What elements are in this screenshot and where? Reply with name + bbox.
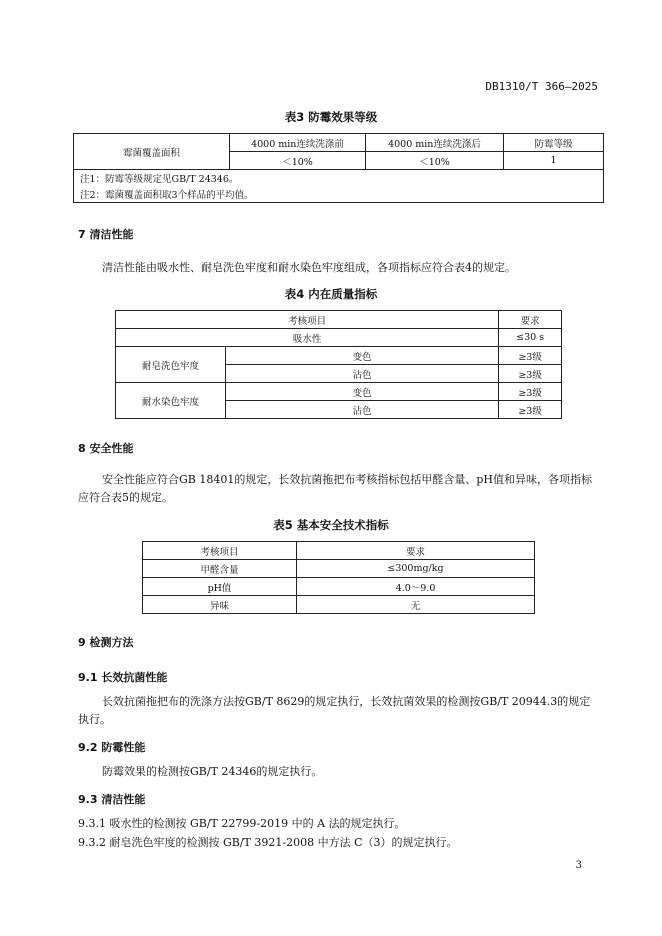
document-number: DB1310/T 366—2025 bbox=[485, 80, 598, 93]
table4-cell: 吸水性 bbox=[116, 329, 499, 347]
table4-cell: 沾色 bbox=[226, 401, 499, 419]
table3-header-cell: 防霉等级 bbox=[504, 134, 604, 152]
section-9-heading: 9 检测方法 bbox=[78, 636, 134, 649]
section-8-heading: 8 安全性能 bbox=[78, 442, 134, 455]
table5-cell: ≤300mg/kg bbox=[297, 560, 535, 578]
table4 bbox=[115, 310, 562, 419]
table5-header-cell: 要求 bbox=[297, 542, 535, 560]
page-number: 3 bbox=[575, 860, 582, 871]
table4-header-cell: 考核项目 bbox=[116, 311, 499, 329]
table3-cell: ＜10% bbox=[230, 152, 366, 170]
table3-cell: 1 bbox=[504, 152, 604, 170]
table4-group-label: 耐水染色牢度 bbox=[116, 383, 226, 419]
table4-caption: 表4 内在质量指标 bbox=[284, 287, 378, 301]
section-9-1-heading: 9.1 长效抗菌性能 bbox=[78, 671, 168, 684]
section-7-heading: 7 清洁性能 bbox=[78, 228, 134, 241]
table3-note: 注1：防霉等级规定见GB/T 24346。 bbox=[74, 170, 604, 187]
section-8-text-line2: 应符合表5的规定。 bbox=[78, 491, 173, 504]
section-9-1-text-line2: 执行。 bbox=[78, 713, 111, 726]
table5-header-cell: 考核项目 bbox=[143, 542, 297, 560]
table3-header-cell: 4000 min连续洗涤前 bbox=[230, 134, 366, 152]
table4-cell: ≤30 s bbox=[499, 329, 562, 347]
table3-note: 注2：霉菌覆盖面积取3个样品的平均值。 bbox=[74, 186, 604, 203]
section-9-2-text: 防霉效果的检测按GB/T 24346的规定执行。 bbox=[102, 765, 323, 778]
section-8-text-line1: 安全性能应符合GB 18401的规定，长效抗菌拖把布考核指标包括甲醛含量、pH值和异味，各项指标 bbox=[102, 473, 592, 486]
table4-header-cell: 要求 bbox=[499, 311, 562, 329]
table4-cell: 变色 bbox=[226, 347, 499, 365]
table5-cell: 甲醛含量 bbox=[143, 560, 297, 578]
table3 bbox=[73, 133, 604, 203]
table3-header-cell: 霉菌覆盖面积 bbox=[74, 134, 230, 170]
table5-caption: 表5 基本安全技术指标 bbox=[273, 518, 389, 532]
section-9-3-heading: 9.3 清洁性能 bbox=[78, 793, 146, 806]
table4-cell: 沾色 bbox=[226, 365, 499, 383]
table4-cell: ≥3级 bbox=[499, 383, 562, 401]
table4-group-label: 耐皂洗色牢度 bbox=[116, 347, 226, 383]
section-7-text: 清洁性能由吸水性、耐皂洗色牢度和耐水染色牢度组成，各项指标应符合表4的规定。 bbox=[102, 261, 516, 274]
table4-cell: ≥3级 bbox=[499, 401, 562, 419]
section-9-3-1-text: 9.3.1 吸水性的检测按 GB/T 22799-2019 中的 A 法的规定执行。 bbox=[78, 817, 406, 830]
table5-cell: 无 bbox=[297, 596, 535, 614]
table5 bbox=[142, 541, 535, 614]
table5-cell: pH值 bbox=[143, 578, 297, 596]
table3-caption: 表3 防霉效果等级 bbox=[284, 110, 378, 124]
section-9-3-2-text: 9.3.2 耐皂洗色牢度的检测按 GB/T 3921-2008 中方法 C（3）的规定执行。 bbox=[78, 836, 458, 849]
table5-cell: 异味 bbox=[143, 596, 297, 614]
table4-cell: ≥3级 bbox=[499, 347, 562, 365]
table4-cell: 变色 bbox=[226, 383, 499, 401]
section-9-1-text-line1: 长效抗菌拖把布的洗涤方法按GB/T 8629的规定执行，长效抗菌效果的检测按GB/T 20944.3的规定 bbox=[102, 695, 591, 708]
table3-cell: ＜10% bbox=[366, 152, 504, 170]
table3-header-cell: 4000 min连续洗涤后 bbox=[366, 134, 504, 152]
table4-cell: ≥3级 bbox=[499, 365, 562, 383]
section-9-2-heading: 9.2 防霉性能 bbox=[78, 741, 146, 754]
table5-cell: 4.0～9.0 bbox=[297, 578, 535, 596]
